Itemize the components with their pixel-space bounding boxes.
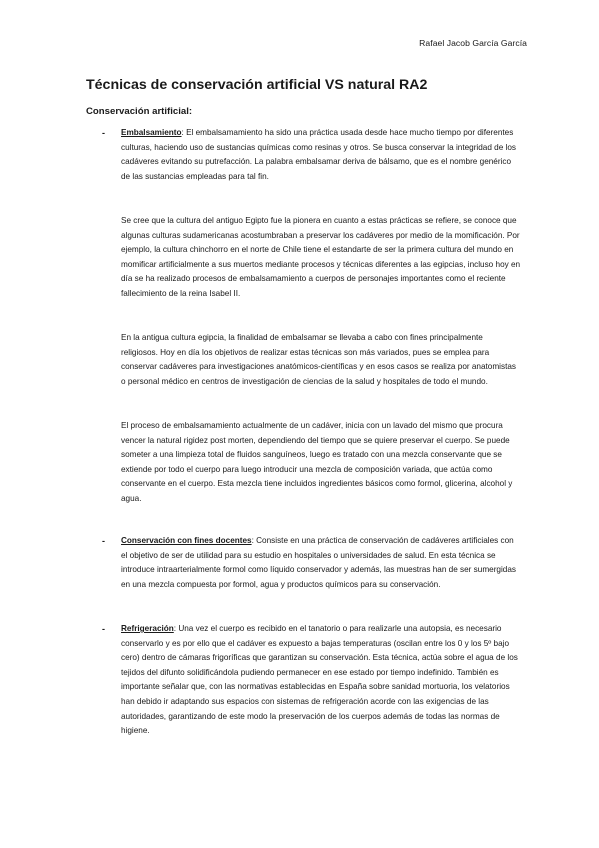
paragraph-text: El proceso de embalsamamiento actualmente de un cadáver, inicia con un lavado del mismo que procura vencer la natural rigidez post morten, dependiendo del tiempo que se quiere preservar el cuerpo. Se puede someter a una limpieza total de fluidos sanguíneos, luego es tratado con una mezcla conservante que se extiende por todo el cuerpo para luego introducir una mezcla de composición variada, que actúa como conservante en el cuerpo. Esta mezcla tiene incluidos ingredientes básicos como formol, glicerina, alcohol y agua.: [121, 421, 513, 503]
paragraph-text: : Una vez el cuerpo es recibido en el tanatorio o para realizarle una autopsia, es necesario conservarlo y es por ello que el cadáver es expuesto a bajas temperaturas (oscilan entre los 0 y los 5º bajo cero) dentro de cámaras frigoríficas que garantizan su conservación. Esta técnica, actúa sobre el agua de los tejidos del difunto solidificándola pudiendo permanecer en ese estado por tiempo indefinido. También es importante señalar que, con las normativas establecidas en España sobre sanidad mortuoria, los velatorios han debido ir adaptando sus espacios con sistemas de refrigeración acorde con las exigencias de las autoridades, garantizando de este modo la preservación de los cuerpos además de todas las normas de higiene.: [121, 624, 518, 736]
bullet-marker: -: [102, 128, 105, 138]
term-label: Refrigeración: [121, 624, 174, 633]
bullet-marker: -: [102, 624, 105, 634]
paragraph-text: : El embalsamamiento ha sido una práctica usada desde hace mucho tiempo por diferentes culturas, haciendo uso de sustancias químicas como resinas y otros. Se busca conservar la integridad de los cadáveres evitando su putrefacción. La palabra embalsamar deriva de bálsamo, que es el nombre genérico de las sustancias empleadas para tal fin.: [121, 128, 517, 181]
paragraph: [121, 419, 521, 507]
paragraph: [121, 214, 521, 302]
term-label: Conservación con fines docentes: [121, 536, 252, 545]
paragraph-text: : Consiste en una práctica de conservación de cadáveres artificiales con el objetivo de ser de utilidad para su estudio en hospitales o universidades de salud. En esta técnica se introduce intraarterialmente formol como líquido conservador y además, las muestras han de ser sumergidas en una mezcla compuesta por formol, agua y productos químicos para su conservación.: [121, 536, 517, 589]
header-author: Rafael Jacob García García: [419, 38, 527, 48]
paragraph: [121, 534, 521, 592]
paragraph-text: En la antigua cultura egipcia, la finalidad de embalsamar se llevaba a cabo con fines principalmente religiosos. Hoy en día los objetivos de realizar estas técnicas son más variados, pues se emplea para conservar cadáveres para investigaciones anatómicos-científicas y en esos casos se realiza por anatomistas o personal médico en centros de investigación de ciencias de la salud y hospitales de todo el mundo.: [121, 333, 517, 386]
bullet-marker: -: [102, 536, 105, 546]
paragraph: [121, 331, 521, 389]
term-label: Embalsamiento: [121, 128, 182, 137]
document-title: Técnicas de conservación artificial VS natural RA2: [86, 77, 428, 93]
paragraph: [121, 622, 521, 739]
paragraph: [121, 126, 521, 184]
paragraph-text: Se cree que la cultura del antiguo Egipto fue la pionera en cuanto a estas prácticas se refiere, se conoce que algunas culturas sudamericanas acostumbraban a preservar los cadáveres por medio de la momificación. Por ejemplo, la cultura chinchorro en el norte de Chile tiene el estandarte de ser la primera cultura del mundo en momificar artificialmente a sus muertos mediante procesos y técnicas diferentes a las egipcias, incluso hoy en día se ha realizado procesos de embalsamamiento a cuerpos de personajes importantes como el reciente fallecimiento de la reina Isabel II.: [121, 216, 521, 298]
section-heading: Conservación artificial:: [86, 106, 193, 117]
